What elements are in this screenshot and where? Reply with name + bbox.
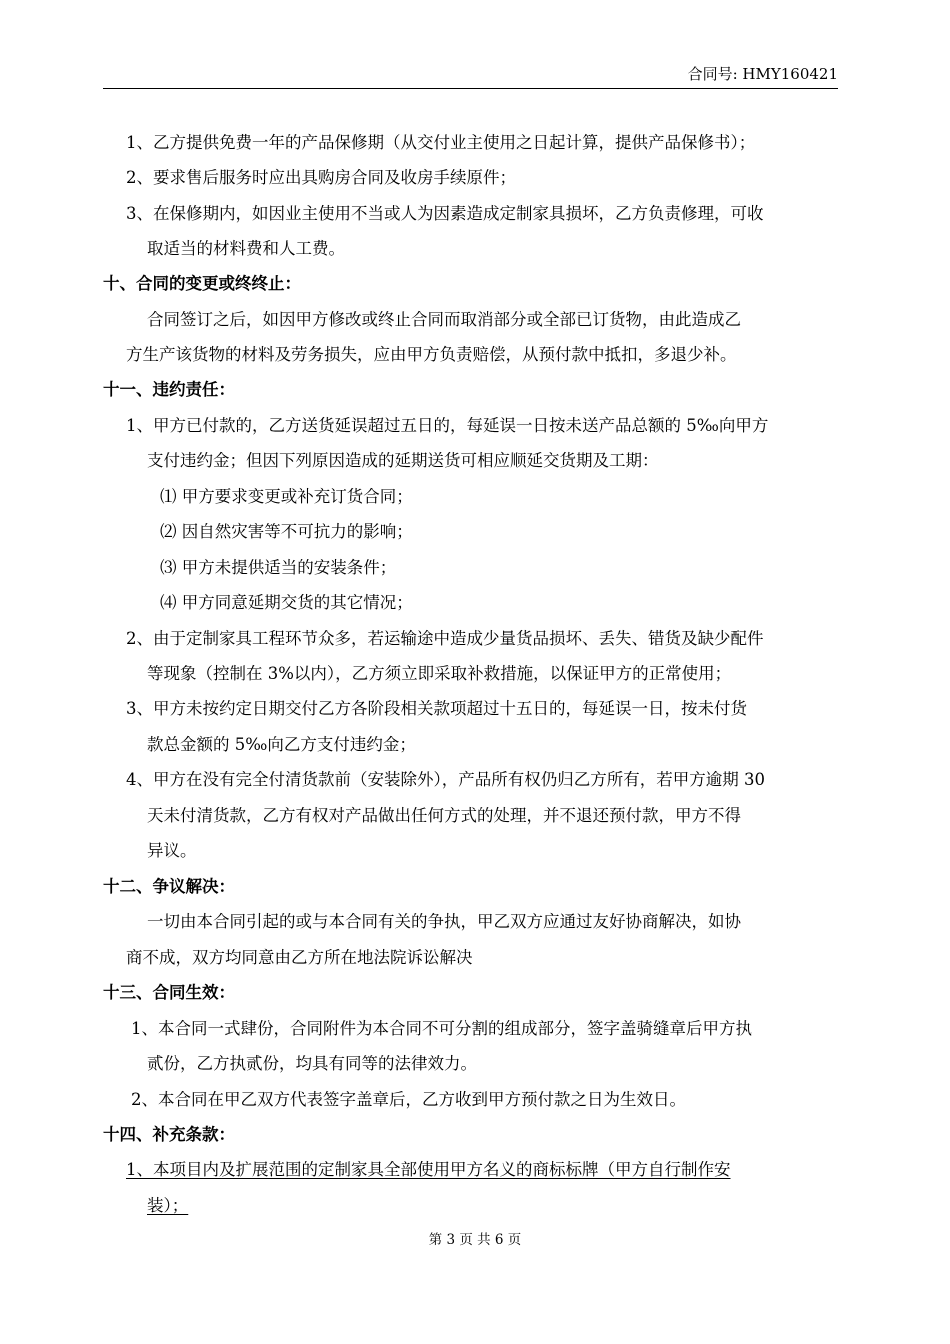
section-12-paragraph: 一切由本合同引起的或与本合同有关的争执，甲乙双方应通过友好协商解决，如协 <box>147 912 741 931</box>
section-11-item-4-end: 异议。 <box>147 841 197 860</box>
section-13-item-1: 1、本合同一式肆份，合同附件为本合同不可分割的组成部分，签字盖骑缝章后甲方执 <box>131 1019 752 1038</box>
section-11-item-3-cont: 款总金额的 5‰向乙方支付违约金； <box>147 735 416 754</box>
section-10-title: 十、合同的变更或终终止： <box>103 274 301 293</box>
section-11-item-1: 1、甲方已付款的，乙方送货延误超过五日的，每延误一日按未送产品总额的 5‰向甲方 <box>126 416 769 435</box>
section-12-title: 十二、争议解决： <box>103 877 235 896</box>
warranty-item-1: 1、乙方提供免费一年的产品保修期（从交付业主使用之日起计算，提供产品保修书）； <box>126 133 756 152</box>
section-14-item-1-cont: 装）； <box>147 1196 189 1215</box>
section-10-paragraph-cont: 方生产该货物的材料及劳务损失，应由甲方负责赔偿，从预付款中抵扣，多退少补。 <box>126 345 737 364</box>
section-12-paragraph-cont: 商不成，双方均同意由乙方所在地法院诉讼解决 <box>126 948 473 967</box>
section-11-sub-2: ⑵ 因自然灾害等不可抗力的影响； <box>160 522 413 541</box>
section-14-item-1: 1、本项目内及扩展范围的定制家具全部使用甲方名义的商标标牌（甲方自行制作安 <box>126 1160 731 1179</box>
header-divider <box>103 88 838 89</box>
warranty-item-2: 2、要求售后服务时应出具购房合同及收房手续原件； <box>126 168 516 187</box>
section-11-item-3: 3、甲方未按约定日期交付乙方各阶段相关款项超过十五日的，每延误一日，按未付货 <box>126 699 747 718</box>
page-number: 第 3 页 共 6 页 <box>428 1232 522 1248</box>
section-11-sub-3: ⑶ 甲方未提供适当的安装条件； <box>160 558 397 577</box>
section-14-title: 十四、补充条款： <box>103 1125 235 1144</box>
section-11-item-4-cont: 天未付清货款，乙方有权对产品做出任何方式的处理，并不退还预付款，甲方不得 <box>147 806 741 825</box>
section-13-item-1-cont: 贰份，乙方执贰份，均具有同等的法律效力。 <box>147 1054 477 1073</box>
section-11-item-4: 4、甲方在没有完全付清货款前（安装除外），产品所有权仍归乙方所有，若甲方逾期 30 <box>126 770 765 789</box>
warranty-item-3: 3、在保修期内，如因业主使用不当或人为因素造成定制家具损坏，乙方负责修理，可收 <box>126 204 764 223</box>
section-11-sub-4: ⑷ 甲方同意延期交货的其它情况； <box>160 593 413 612</box>
section-11-item-1-cont: 支付违约金；但因下列原因造成的延期送货可相应顺延交货期及工期： <box>147 451 659 470</box>
section-13-item-2: 2、本合同在甲乙双方代表签字盖章后，乙方收到甲方预付款之日为生效日。 <box>131 1090 686 1109</box>
section-10-paragraph: 合同签订之后，如因甲方修改或终止合同而取消部分或全部已订货物，由此造成乙 <box>147 310 741 329</box>
section-11-title: 十一、违约责任： <box>103 380 235 399</box>
contract-number: 合同号: HMY160421 <box>687 65 838 83</box>
section-11-item-2: 2、由于定制家具工程环节众多，若运输途中造成少量货品损坏、丢失、错货及缺少配件 <box>126 629 764 648</box>
section-13-title: 十三、合同生效： <box>103 983 235 1002</box>
warranty-item-3-cont: 取适当的材料费和人工费。 <box>147 239 345 258</box>
section-11-sub-1: ⑴ 甲方要求变更或补充订货合同； <box>160 487 413 506</box>
section-11-item-2-cont: 等现象（控制在 3%以内），乙方须立即采取补救措施，以保证甲方的正常使用； <box>147 664 732 683</box>
